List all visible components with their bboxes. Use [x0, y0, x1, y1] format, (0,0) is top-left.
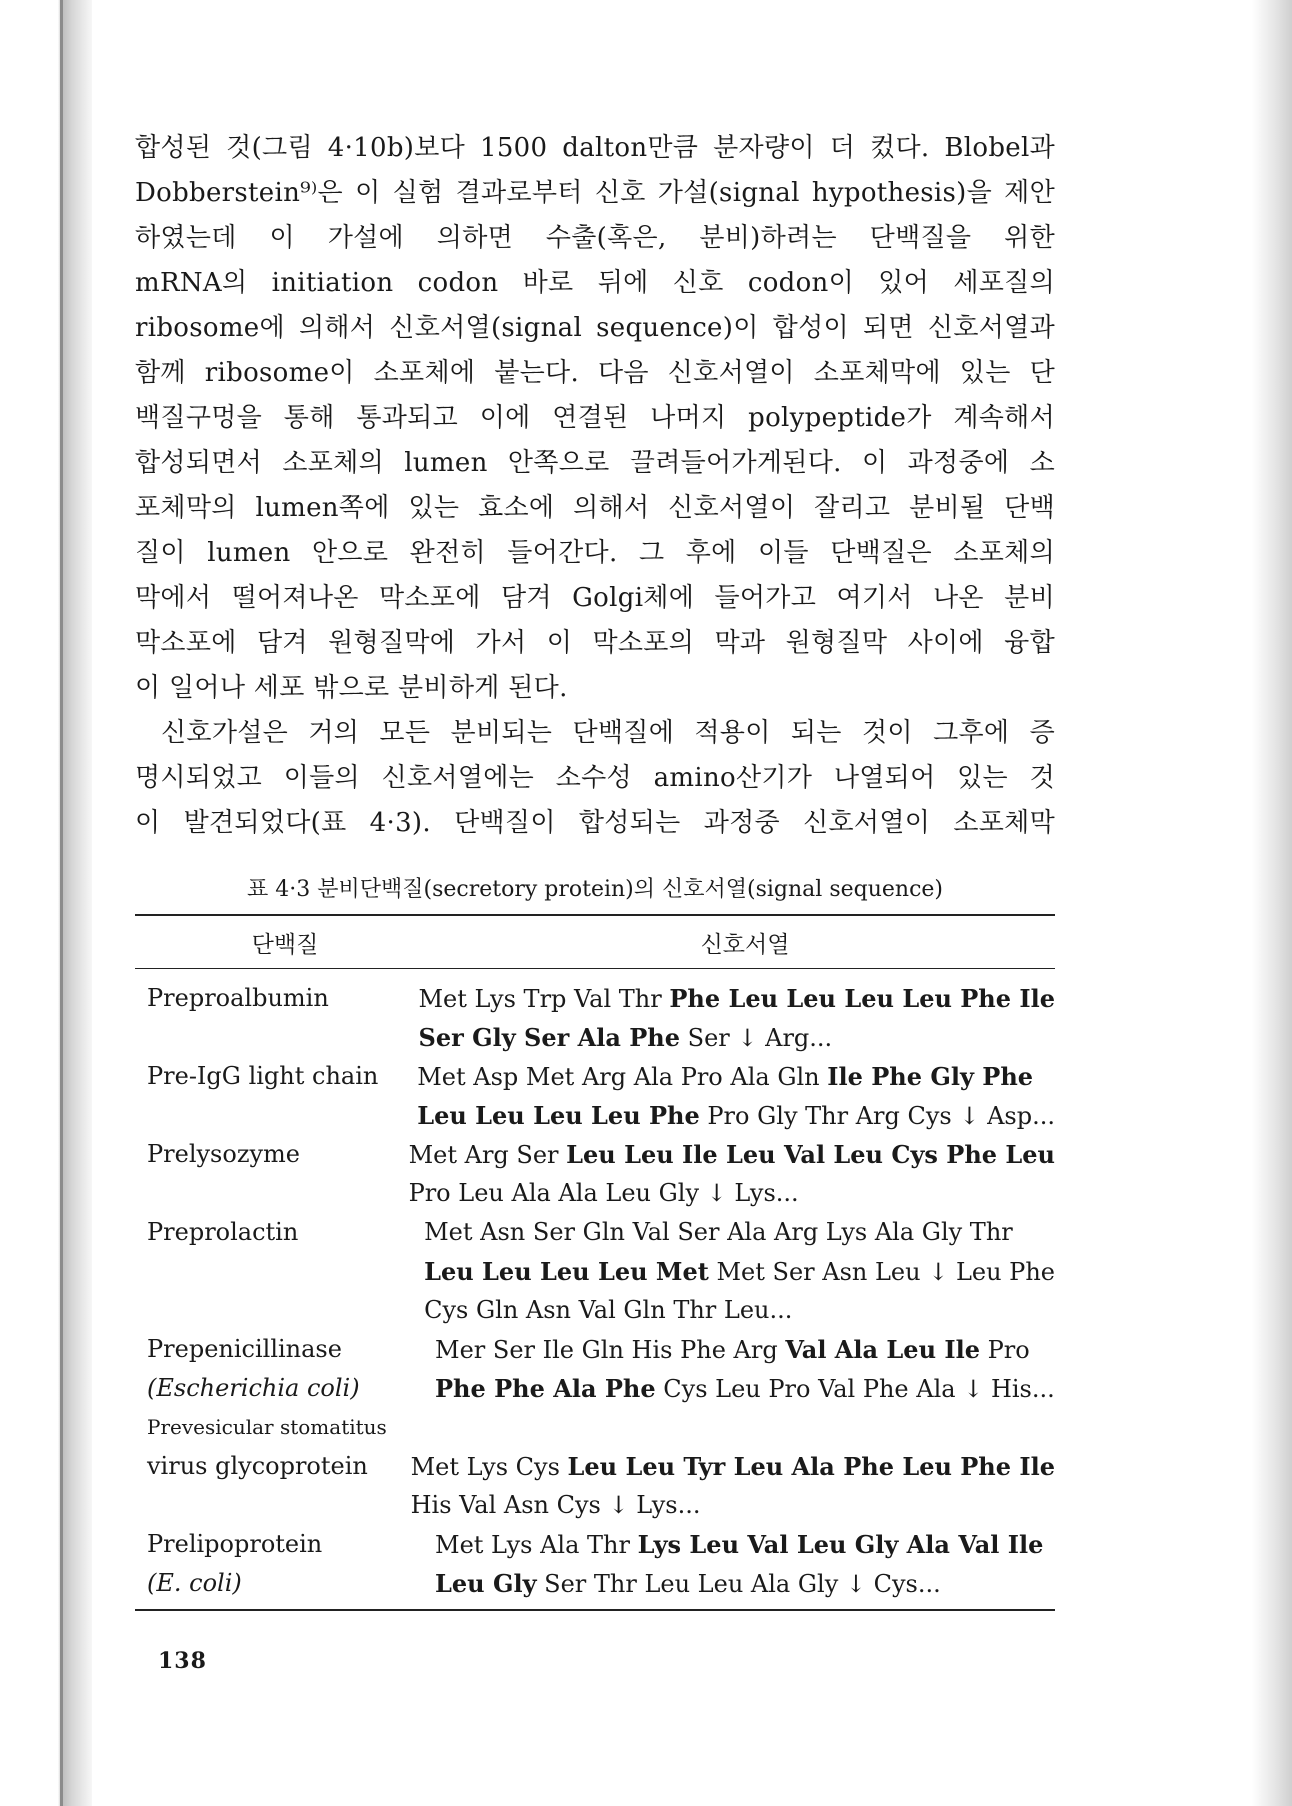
header-signal-sequence: 신호서열: [700, 931, 790, 958]
protein-name-line: Prevesicular stomatitus: [147, 1415, 387, 1439]
signal-sequence-table: [135, 914, 1055, 1611]
hydrophobic-residues: Ile Phe Gly Phe: [827, 1062, 1034, 1091]
protein-name-line: Preproalbumin: [147, 984, 329, 1012]
spine-edge: [60, 0, 63, 1806]
signal-sequence: [418, 979, 1055, 1057]
hydrophobic-residues: Lys Leu Val Leu Gly Ala Val Ile: [637, 1530, 1044, 1559]
residues: Pro Gly Thr Arg Cys ↓ Asp...: [699, 1102, 1055, 1130]
protein-name-line: Prelipoprotein: [147, 1530, 323, 1558]
signal-sequence: [435, 1525, 1055, 1603]
sequence-line: [435, 1330, 1055, 1369]
signal-sequence: [411, 1447, 1055, 1525]
table-header: [135, 916, 1055, 968]
protein-name-line: virus glycoprotein: [147, 1452, 368, 1480]
table-caption: 표 4·3 분비단백질(secretory protein)의 신호서열(signal sequence): [247, 877, 943, 902]
hydrophobic-residues: Leu Gly: [435, 1569, 537, 1598]
body-line: 이 발견되었다(표 4·3). 단백질이 합성되는 과정중 신호서열이 소포체막: [135, 808, 1055, 838]
residues: Met Asn Ser Gln Val Ser Ala Arg Lys Ala Gly Thr: [424, 1218, 1013, 1246]
protein-name-line: Prelysozyme: [147, 1140, 300, 1168]
sequence-line: [418, 1018, 1055, 1057]
protein-name-line: Preprolactin: [147, 1218, 299, 1246]
residues: Met Lys Ala Thr: [435, 1531, 638, 1559]
sequence-line: [435, 1564, 1055, 1603]
table-row: [135, 1330, 1055, 1447]
body-line: Dobberstein⁹⁾은 이 실험 결과로부터 신호 가설(signal hypothesis)을 제안: [135, 178, 1055, 208]
page-number: 138: [158, 1648, 207, 1674]
body-line: 하였는데 이 가설에 의하면 수출(혹은, 분비)하려는 단백질을 위한: [135, 223, 1055, 253]
sequence-line: [409, 1135, 1055, 1174]
sequence-line: [435, 1408, 1055, 1447]
protein-name: [135, 1330, 435, 1447]
residues: Pro: [980, 1336, 1030, 1364]
header-protein: 단백질: [251, 931, 319, 958]
hydrophobic-residues: Leu Leu Ile Leu Val Leu Cys Phe Leu: [566, 1140, 1055, 1169]
signal-sequence: [417, 1057, 1055, 1135]
hydrophobic-residues: Phe Phe Ala Phe: [435, 1374, 656, 1403]
sequence-line: [417, 1057, 1055, 1096]
body-line: 백질구멍을 통해 통과되고 이에 연결된 나머지 polypeptide가 계속해서: [135, 403, 1055, 433]
body-line: 합성된 것(그림 4·10b)보다 1500 dalton만큼 분자량이 더 컸다. Blobel과: [135, 133, 1055, 163]
body-line: 명시되었고 이들의 신호서열에는 소수성 amino산기가 나열되어 있는 것: [135, 763, 1055, 793]
signal-sequence: [435, 1330, 1055, 1447]
body-line: ribosome에 의해서 신호서열(signal sequence)이 합성이 되면 신호서열과: [135, 313, 1055, 343]
body-line: 질이 lumen 안으로 완전히 들어간다. 그 후에 이들 단백질은 소포체의: [135, 538, 1055, 568]
residues: Pro Leu Ala Ala Leu Gly ↓ Lys...: [408, 1179, 799, 1207]
table-bottom-rule: [135, 1609, 1055, 1611]
protein-name: [135, 1135, 409, 1213]
body-line: 합성되면서 소포체의 lumen 안쪽으로 끌려들어가게된다. 이 과정중에 소: [135, 448, 1055, 478]
sequence-line: [417, 1096, 1055, 1135]
hydrophobic-residues: Phe Leu Leu Leu Leu Phe Ile: [669, 984, 1055, 1013]
residues: Mer Ser Ile Gln His Phe Arg: [435, 1336, 786, 1364]
residues: Ser ↓ Arg...: [680, 1024, 833, 1052]
hydrophobic-residues: Val Ala Leu Ile: [785, 1335, 980, 1364]
sequence-line: [424, 1213, 1055, 1252]
sequence-line: [424, 1252, 1055, 1291]
signal-sequence: [424, 1213, 1055, 1330]
residues: Met Lys Cys: [410, 1453, 568, 1481]
body-line: mRNA의 initiation codon 바로 뒤에 신호 codon이 있어 세포질의: [135, 268, 1055, 298]
body-line: 막에서 떨어져나온 막소포에 담겨 Golgi체에 들어가고 여기서 나온 분비: [135, 583, 1055, 613]
body-line: 신호가설은 거의 모든 분비되는 단백질에 적용이 되는 것이 그후에 증: [161, 718, 1055, 748]
body-line: 막소포에 담겨 원형질막에 가서 이 막소포의 막과 원형질막 사이에 융합: [135, 628, 1055, 658]
page-edge-shadow: [1252, 0, 1292, 1806]
residues: Cys Leu Pro Val Phe Ala ↓ His...: [655, 1375, 1055, 1403]
protein-name-line: Pre-IgG light chain: [147, 1062, 379, 1090]
hydrophobic-residues: Leu Leu Tyr Leu Ala Phe Leu Phe Ile: [567, 1452, 1055, 1481]
table-row: [135, 1447, 1055, 1525]
table-row: [135, 979, 1055, 1057]
body-line: 함께 ribosome이 소포체에 붙는다. 다음 신호서열이 소포체막에 있는 단: [135, 358, 1055, 388]
body-text: [135, 126, 1055, 846]
sequence-line: [411, 1486, 1055, 1525]
protein-name: [135, 1447, 411, 1525]
residues: Cys Gln Asn Val Gln Thr Leu...: [424, 1296, 793, 1324]
table-body: [135, 969, 1055, 1609]
residues: Met Lys Trp Val Thr: [418, 985, 670, 1013]
residues: His Val Asn Cys ↓ Lys...: [410, 1491, 701, 1519]
hydrophobic-residues: Leu Leu Leu Leu Met: [424, 1257, 709, 1286]
residues: Met Arg Ser: [408, 1141, 567, 1169]
table-row: [135, 1525, 1055, 1603]
sequence-line: [411, 1447, 1055, 1486]
protein-name: [135, 979, 418, 1057]
sequence-line: [435, 1369, 1055, 1408]
protein-name: [135, 1525, 435, 1603]
sequence-line: [424, 1291, 1055, 1330]
table-row: [135, 1213, 1055, 1330]
body-line: 이 일어나 세포 밖으로 분비하게 된다.: [135, 673, 568, 703]
hydrophobic-residues: Leu Leu Leu Leu Phe: [417, 1101, 700, 1130]
protein-name-line: (E. coli): [147, 1569, 242, 1597]
table-row: [135, 1057, 1055, 1135]
residues: Met Ser Asn Leu ↓ Leu Phe: [708, 1258, 1055, 1286]
table-row: [135, 1135, 1055, 1213]
sequence-line: [418, 979, 1055, 1018]
protein-name: [135, 1213, 424, 1330]
sequence-line: [435, 1525, 1055, 1564]
signal-sequence: [409, 1135, 1055, 1213]
protein-name: [135, 1057, 417, 1135]
protein-name-line: Prepenicillinase: [147, 1335, 342, 1363]
body-line: 포체막의 lumen쪽에 있는 효소에 의해서 신호서열이 잘리고 분비될 단백: [135, 493, 1055, 523]
residues: Met Asp Met Arg Ala Pro Ala Gln: [417, 1063, 828, 1091]
book-spine: [0, 0, 92, 1806]
hydrophobic-residues: Ser Gly Ser Ala Phe: [418, 1023, 681, 1052]
sequence-line: [409, 1174, 1055, 1213]
residues: Ser Thr Leu Leu Ala Gly ↓ Cys...: [536, 1570, 941, 1598]
protein-name-line: (Escherichia coli): [147, 1374, 360, 1402]
